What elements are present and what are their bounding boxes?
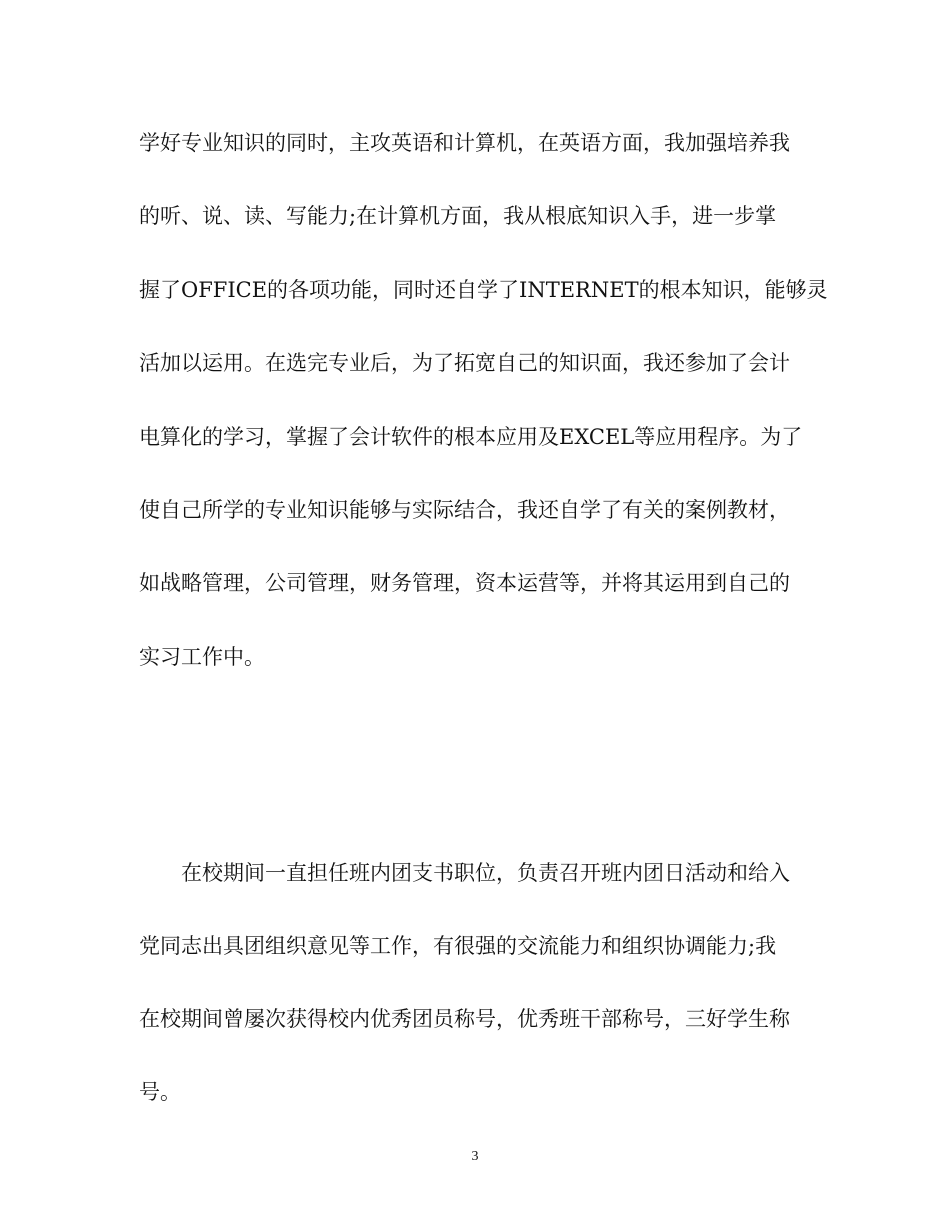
paragraph-1-line-5: 电算化的学习，掌握了会计软件的根本应用及EXCEL等应用程序。为了 bbox=[139, 425, 803, 449]
paragraph-1-line-2: 的听、说、读、写能力;在计算机方面，我从根底知识入手，进一步掌 bbox=[139, 204, 777, 228]
paragraph-1-line-8: 实习工作中。 bbox=[139, 645, 265, 669]
paragraph-2-line-1: 在校期间一直担任班内团支书职位，负责召开班内团日活动和给入 bbox=[181, 861, 790, 885]
paragraph-2-line-3: 在校期间曾屡次获得校内优秀团员称号，优秀班干部称号，三好学生称 bbox=[139, 1007, 790, 1031]
paragraph-2-line-2: 党同志出具团组织意见等工作，有很强的交流能力和组织协调能力;我 bbox=[139, 934, 777, 958]
paragraph-1-line-1: 学好专业知识的同时，主攻英语和计算机，在英语方面，我加强培养我 bbox=[139, 131, 790, 155]
paragraph-2-line-4: 号。 bbox=[139, 1080, 181, 1104]
page-number: 3 bbox=[471, 1149, 479, 1164]
paragraph-1-line-3: 握了OFFICE的各项功能，同时还自学了INTERNET的根本知识，能够灵 bbox=[139, 278, 828, 302]
paragraph-1-line-4: 活加以运用。在选完专业后，为了拓宽自己的知识面，我还参加了会计 bbox=[139, 351, 790, 375]
paragraph-1-line-6: 使自己所学的专业知识能够与实际结合，我还自学了有关的案例教材， bbox=[139, 498, 790, 522]
paragraph-1-line-7: 如战略管理，公司管理，财务管理，资本运营等，并将其运用到自己的 bbox=[139, 571, 790, 595]
